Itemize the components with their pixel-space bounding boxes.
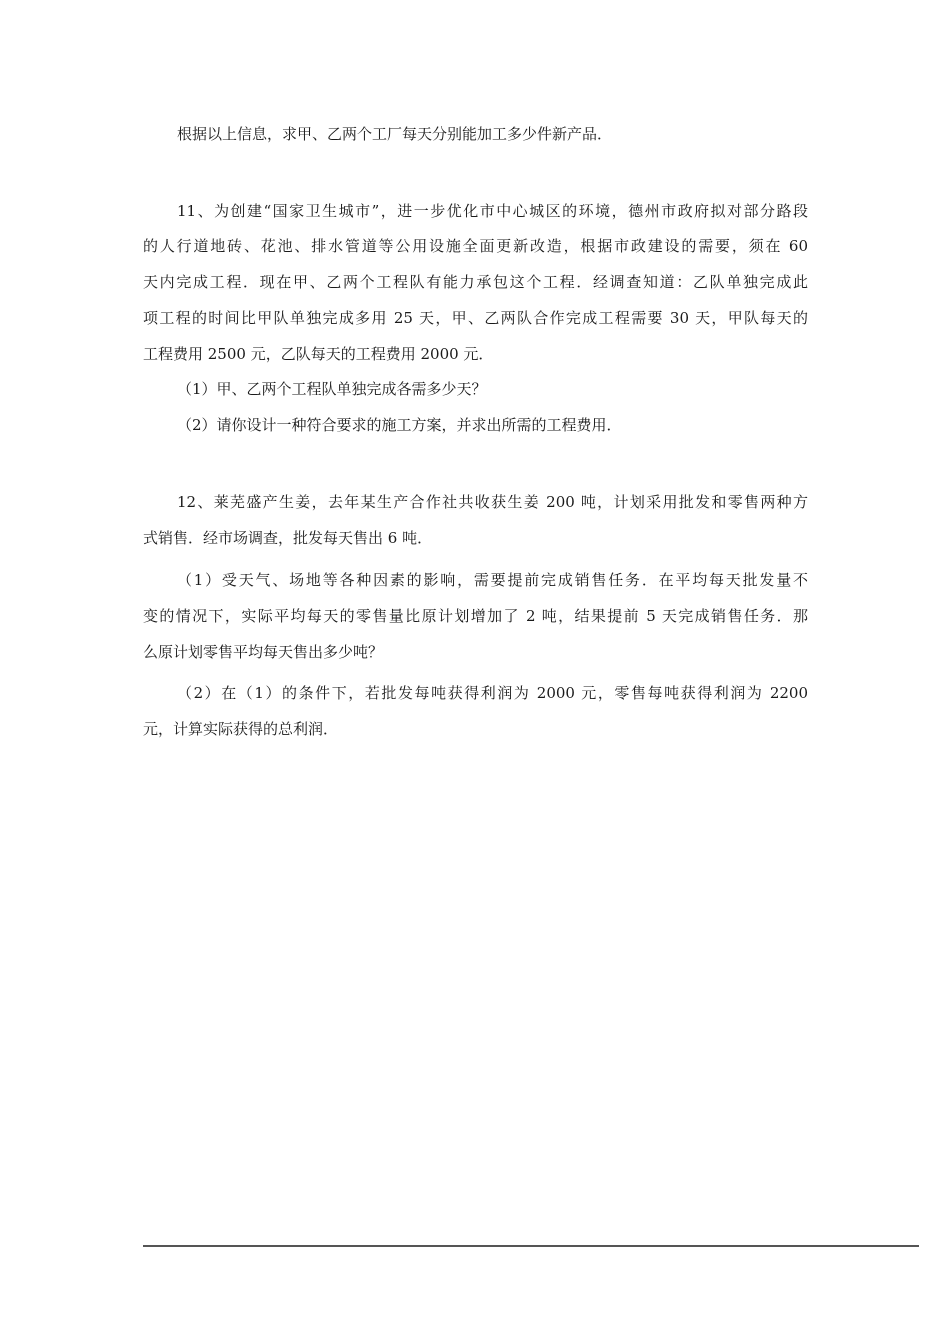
- q12-sub1-line-1: （1）受天气、场地等各种因素的影响，需要提前完成销售任务．在平均每天批发量不: [177, 571, 808, 589]
- q11-line-2: 的人行道地砖、花池、排水管道等公用设施全面更新改造，根据市政建设的需要，须在 60: [143, 237, 808, 255]
- q11-subquestion-2: （2）请你设计一种符合要求的施工方案，并求出所需的工程费用．: [177, 416, 622, 434]
- q11-line-1: 11、为创建“国家卫生城市”，进一步优化市中心城区的环境，德州市政府拟对部分路段: [177, 202, 808, 220]
- q12-line-1: 12、莱芜盛产生姜，去年某生产合作社共收获生姜 200 吨，计划采用批发和零售两种方: [177, 493, 808, 511]
- footer-rule: [143, 1245, 919, 1247]
- q12-sub2-line-2: 元，计算实际获得的总利润．: [143, 720, 339, 738]
- q12-sub1-line-2: 变的情况下，实际平均每天的零售量比原计划增加了 2 吨，结果提前 5 天完成销售任务．那: [143, 607, 808, 625]
- q12-sub1-line-3: 么原计划零售平均每天售出多少吨？: [143, 643, 384, 661]
- q11-line-5: 工程费用 2500 元，乙队每天的工程费用 2000 元．: [143, 345, 494, 363]
- q12-sub2-line-1: （2）在（1）的条件下，若批发每吨获得利润为 2000 元，零售每吨获得利润为 2200: [177, 684, 808, 702]
- intro-question-line: 根据以上信息，求甲、乙两个工厂每天分别能加工多少件新产品．: [177, 125, 613, 143]
- q11-line-4: 项工程的时间比甲队单独完成多用 25 天，甲、乙两队合作完成工程需要 30 天，甲队每天的: [143, 309, 808, 327]
- q11-subquestion-1: （1）甲、乙两个工程队单独完成各需多少天？: [177, 380, 487, 398]
- q12-line-2: 式销售．经市场调查，批发每天售出 6 吨．: [143, 529, 433, 547]
- q11-line-3: 天内完成工程．现在甲、乙两个工程队有能力承包这个工程．经调查知道：乙队单独完成此: [143, 273, 808, 291]
